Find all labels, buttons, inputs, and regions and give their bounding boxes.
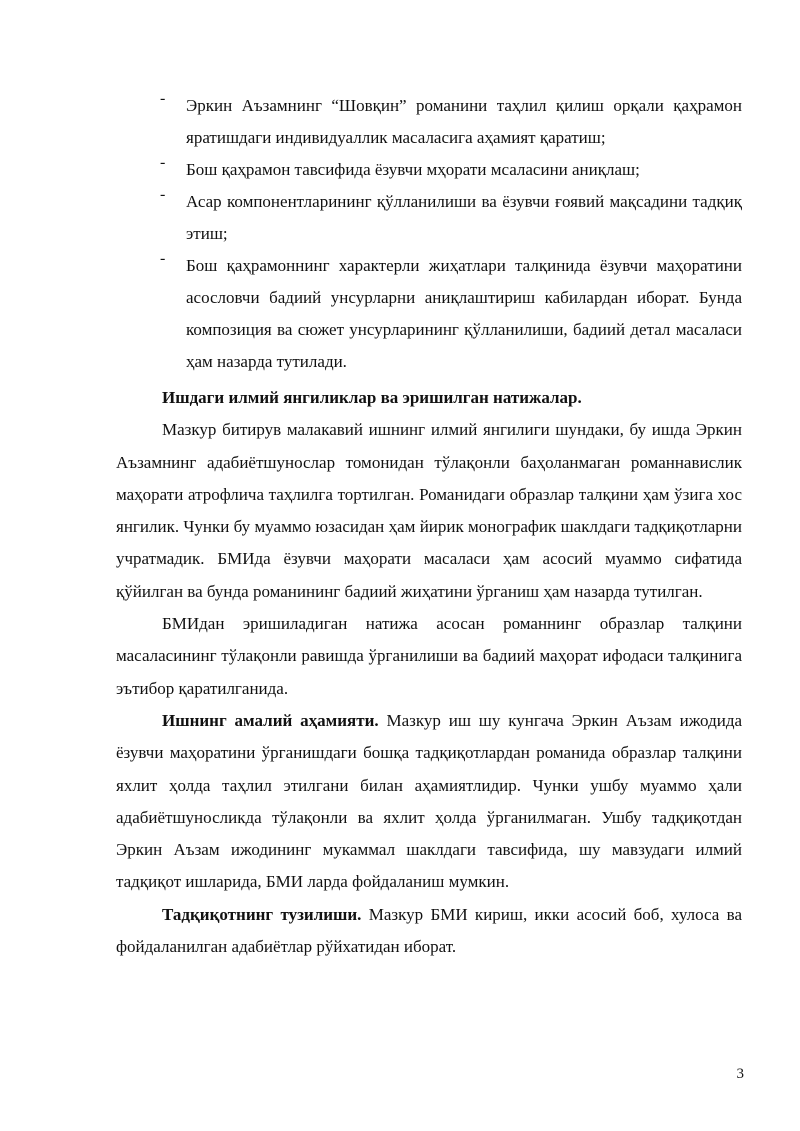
main-text — [116, 382, 742, 963]
practical-text: Мазкур иш шу кунгача Эркин Аъзам ижодида ёзувчи маҳоратини ўрганишдаги бошқа тадқиқотлардан романида образлар талқини яхлит ҳолда таҳлил этилгани билан аҳамиятлидир. Чунки ушбу муаммо ҳали адабиётшуносликда тўлақонли ва яхлит ҳолда ўрганилмаган. Ушбу тадқиқотдан Эркин Аъзам ижодининг мукаммал шаклдаги тавсифида, шу мавзудаги илмий тадқиқот ишларида, БМИ ларда фойдаланиш мумкин. — [116, 710, 743, 892]
list-item-text: Бош қаҳрамоннинг характерли жиҳатлари талқинида ёзувчи маҳоратини асословчи бадиий унсурларни аниқлаштириш кабилардан иборат. Бунда композиция ва сюжет унсурларининг қўлланилиши, бадиий детал масаласи ҳам назарда тутилади. — [186, 256, 742, 371]
bullet-dash: - — [160, 250, 166, 267]
section-heading-structure: Тадқиқотнинг тузилиши. — [162, 904, 362, 924]
list-item-text: Эркин Аъзамнинг “Шовқин” романини таҳлил қилиш орқали қаҳрамон яратишдаги индивидуаллик масаласига аҳамият қаратиш; — [186, 96, 742, 147]
objectives-list — [160, 90, 742, 378]
list-item — [160, 250, 742, 378]
list-item-text: Асар компонентларининг қўлланилиши ва ёзувчи ғоявий мақсадини тадқиқ этиш; — [186, 192, 742, 243]
structure-paragraph — [116, 899, 742, 964]
novelty-heading-paragraph — [116, 382, 742, 414]
bullet-dash: - — [160, 186, 166, 203]
bullet-dash: - — [160, 154, 166, 171]
list-item — [160, 186, 742, 250]
bullet-dash: - — [160, 90, 166, 107]
novelty-paragraph: Мазкур битирув малакавий ишнинг илмий янгилиги шундаки, бу ишда Эркин Аъзамнинг адабиётшунослар томонидан тўлақонли баҳоланмаган романнавислик маҳорати атрофлича таҳлилга тортилган. Романидаги образлар талқини ҳам ўзига хос янгилик. Чунки бу муаммо юзасидан ҳам йирик монографик шаклдаги тадқиқотларни учратмадик. БМИда ёзувчи маҳорати масаласи ҳам асосий муаммо сифатида қўйилган ва бунда романининг бадиий жиҳатини ўрганиш ҳам назарда тутилган. — [116, 420, 742, 601]
structure-text: Мазкур БМИ кириш, икки асосий боб, хулоса ва фойдаланилган адабиётлар рўйхатидан иборат. — [116, 904, 742, 957]
results-paragraph: БМИдан эришиладиган натижа асосан романнинг образлар талқини масаласининг тўлақонли равишда ўрганилиши ва бадиий маҳорат ифодаси талқинига эътибор қаратилганида. — [116, 614, 742, 698]
list-item-text: Бош қаҳрамон тавсифида ёзувчи мҳорати мсаласини аниқлаш; — [186, 160, 640, 179]
page-number: 3 — [736, 1066, 744, 1082]
list-item — [160, 154, 742, 186]
practical-paragraph — [116, 705, 742, 899]
section-heading-novelty: Ишдаги илмий янгиликлар ва эришилган натижалар. — [162, 388, 582, 407]
list-item — [160, 90, 742, 154]
section-heading-practical: Ишнинг амалий аҳамияти. — [162, 710, 379, 730]
